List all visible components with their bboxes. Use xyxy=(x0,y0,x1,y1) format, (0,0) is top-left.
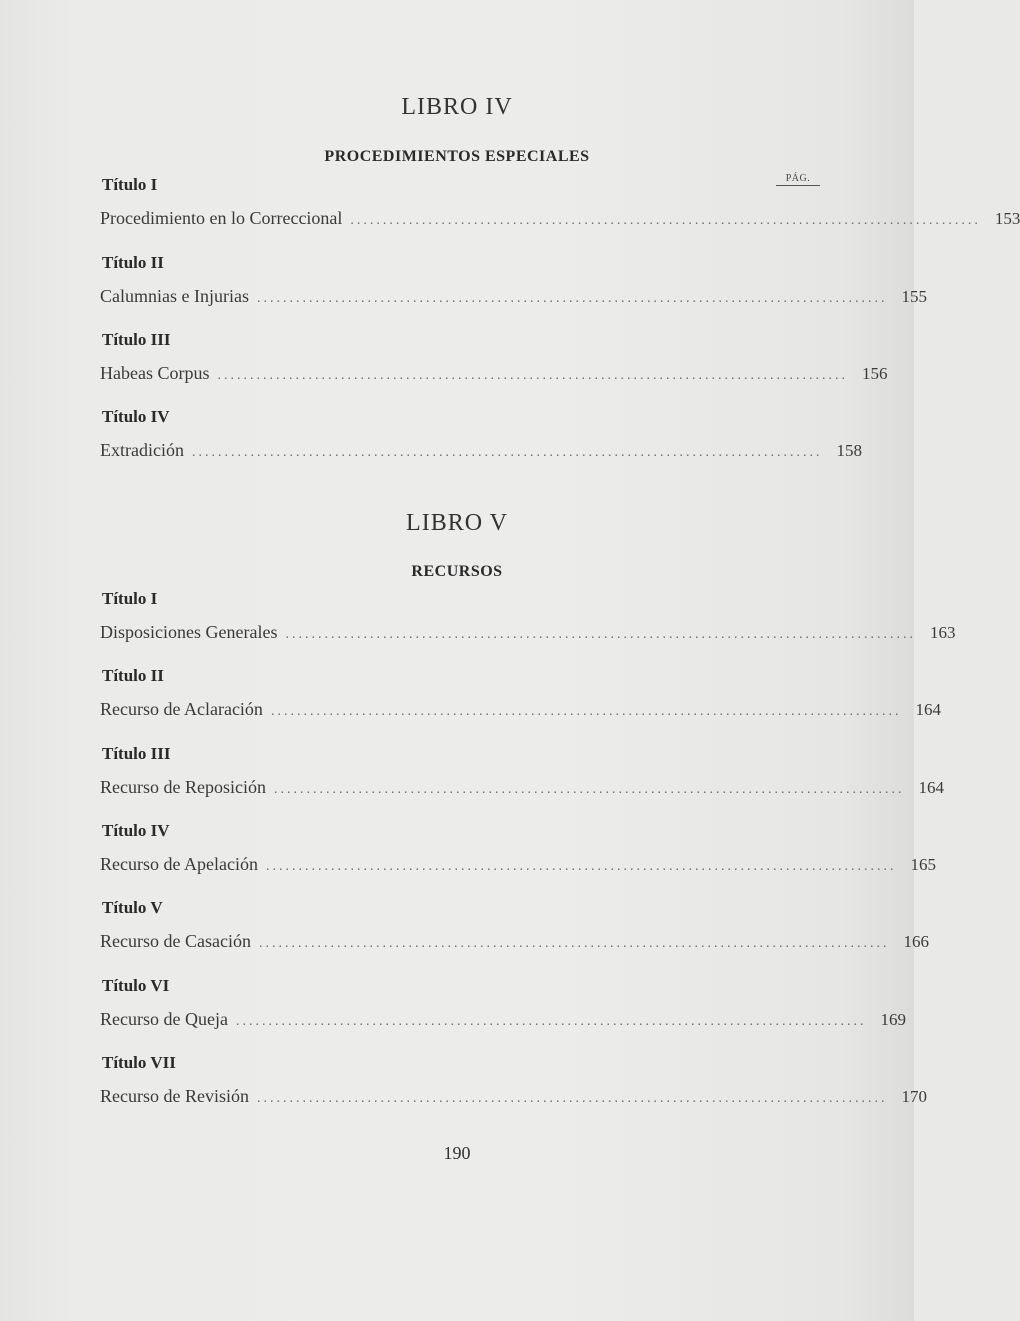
leader-dots: ................................................................................................. xyxy=(350,213,981,228)
toc-entry-label: Recurso de Reposición xyxy=(100,777,266,797)
toc-entry-page: 163 xyxy=(929,623,956,642)
pag-column-label: PÁG. xyxy=(776,173,820,186)
leader-dots: ................................................................................................. xyxy=(256,1091,888,1106)
toc-entry-page: 166 xyxy=(903,932,929,951)
toc-entry xyxy=(100,286,927,310)
leader-dots: ................................................................................................. xyxy=(273,782,905,797)
toc-entry-page: 153 xyxy=(994,209,1020,228)
toc-entry-label: Disposiciones Generales xyxy=(100,622,278,642)
toc-entry xyxy=(100,363,888,387)
toc-entry xyxy=(100,699,941,723)
procedimientos-especiales-heading: PROCEDIMIENTOS ESPECIALES xyxy=(324,148,590,165)
titulo-heading: Título II xyxy=(102,253,164,272)
leader-dots: ................................................................................................. xyxy=(270,704,902,719)
titulo-heading: Título II xyxy=(102,666,164,685)
titulo-heading: Título III xyxy=(102,330,171,349)
leader-dots: ................................................................................................. xyxy=(191,445,823,460)
titulo-heading: Título IV xyxy=(102,407,170,426)
toc-entry-label: Habeas Corpus xyxy=(100,363,210,383)
toc-entry xyxy=(100,931,929,955)
toc-entry-page: 169 xyxy=(880,1010,906,1029)
toc-entry xyxy=(100,440,862,464)
titulo-heading: Título III xyxy=(102,744,171,763)
toc-entry-label: Calumnias e Injurias xyxy=(100,286,249,306)
leader-dots: ................................................................................................. xyxy=(285,627,916,642)
toc-entry-label: Recurso de Queja xyxy=(100,1009,228,1029)
recursos-heading: RECURSOS xyxy=(411,563,503,580)
leader-dots: ................................................................................................. xyxy=(235,1014,867,1029)
page-number: 190 xyxy=(443,1143,471,1163)
toc-entry xyxy=(100,622,956,646)
toc-entry-page: 158 xyxy=(836,441,862,460)
titulo-heading: Título I xyxy=(102,175,158,194)
toc-entry-label: Recurso de Revisión xyxy=(100,1086,249,1106)
leader-dots: ................................................................................................. xyxy=(217,368,848,383)
toc-entry-label: Recurso de Apelación xyxy=(100,854,258,874)
toc-entry-page: 170 xyxy=(901,1087,927,1106)
titulo-heading: Título IV xyxy=(102,821,170,840)
toc-entry xyxy=(100,777,944,801)
titulo-heading: Título I xyxy=(102,589,158,608)
toc-entry-label: Extradición xyxy=(100,440,184,460)
libro-v-heading: LIBRO V xyxy=(406,510,508,536)
toc-entry-label: Recurso de Aclaración xyxy=(100,699,263,719)
toc-entry xyxy=(100,854,936,878)
toc-entry xyxy=(100,1009,906,1033)
leader-dots: ................................................................................................. xyxy=(258,936,890,951)
toc-entry-label: Recurso de Casación xyxy=(100,931,251,951)
toc-entry xyxy=(100,1086,927,1110)
libro-iv-heading: LIBRO IV xyxy=(401,94,513,120)
titulo-heading: Título VI xyxy=(102,976,170,995)
toc-entry-label: Procedimiento en lo Correccional xyxy=(100,208,343,228)
toc-entry xyxy=(100,208,1020,232)
toc-entry-page: 164 xyxy=(918,778,944,797)
toc-entry-page: 165 xyxy=(910,855,936,874)
toc-entry-page: 156 xyxy=(861,364,888,383)
leader-dots: ................................................................................................. xyxy=(265,859,897,874)
titulo-heading: Título VII xyxy=(102,1053,176,1072)
toc-entry-page: 164 xyxy=(915,700,941,719)
leader-dots: ................................................................................................. xyxy=(256,291,888,306)
titulo-heading: Título V xyxy=(102,898,163,917)
toc-entry-page: 155 xyxy=(901,287,927,306)
